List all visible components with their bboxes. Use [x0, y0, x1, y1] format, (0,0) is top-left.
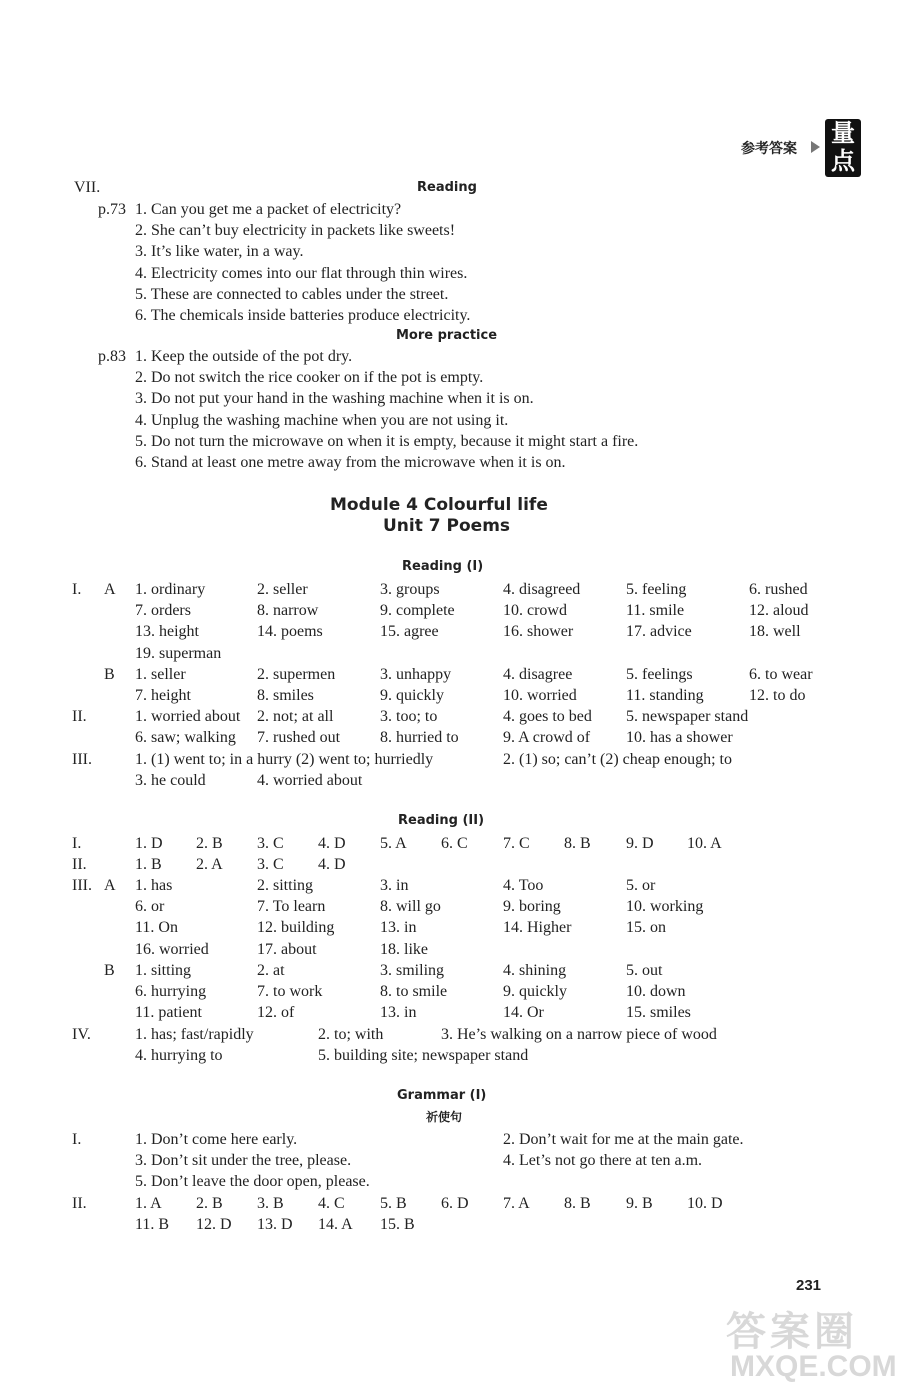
answer-line: 6. Stand at least one metre away from the microwave when it is on.: [135, 454, 566, 471]
answer-item: 10. crowd: [503, 602, 567, 620]
page-ref: p.73: [98, 201, 126, 218]
answer-item: 14. poems: [257, 623, 323, 641]
answer-item: 6. to wear: [749, 666, 813, 683]
answer-item: 4. goes to bed: [503, 708, 592, 725]
answer-item: 5. A: [380, 835, 407, 852]
roman-label: I.: [72, 1131, 82, 1148]
section-heading: Grammar (I): [397, 1088, 487, 1103]
part-label: A: [104, 877, 116, 894]
answer-item: 7. orders: [135, 602, 191, 620]
answer-item: 2. seller: [257, 581, 308, 598]
answer-item: 3. smiling: [380, 962, 445, 979]
answer-item: 7. to work: [257, 983, 323, 1001]
roman-label: III.: [72, 751, 92, 768]
answer-item: 12. building: [257, 919, 335, 937]
answer-item: 1. ordinary: [135, 581, 206, 598]
answer-item: 6. D: [441, 1195, 469, 1212]
answer-item: 15. on: [626, 919, 666, 937]
answer-item: 9. quickly: [380, 687, 444, 705]
answer-item: 16. worried: [135, 940, 209, 958]
answer-item: 11. standing: [626, 687, 704, 705]
answer-item: 3. B: [257, 1195, 284, 1212]
answer-item: 3. too; to: [380, 708, 438, 725]
answer-item: 4. disagreed: [503, 581, 581, 598]
answer-item: 1. seller: [135, 666, 186, 683]
answer-line: 1. Keep the outside of the pot dry.: [135, 348, 353, 365]
answer-item: 13. height: [135, 623, 199, 641]
answer-item: 17. advice: [626, 623, 692, 641]
answer-line: 3. Do not put your hand in the washing machine when it is on.: [135, 390, 534, 408]
answer-item: 4. C: [318, 1195, 345, 1212]
answer-item: 3. Don’t sit under the tree, please.: [135, 1152, 352, 1170]
answer-line: 5. Do not turn the microwave on when it is empty, because it might start a fire.: [135, 432, 639, 450]
section-label: VII.: [74, 179, 101, 196]
answer-item: 4. disagree: [503, 666, 573, 683]
answer-item: 4. hurrying to: [135, 1047, 223, 1064]
answer-item: 7. A: [503, 1195, 530, 1212]
answer-item: 18. well: [749, 623, 801, 641]
answer-item: 3. unhappy: [380, 666, 452, 683]
answer-item: 18. like: [380, 940, 428, 958]
answer-line: 4. Electricity comes into our flat through thin wires.: [135, 264, 468, 282]
answer-item: 9. quickly: [503, 983, 567, 1001]
answer-item: 10. D: [687, 1195, 723, 1212]
answer-item: 6. rushed: [749, 581, 808, 598]
watermark-line1: 答案圈: [726, 1309, 858, 1355]
answer-item: 4. shining: [503, 962, 567, 979]
answer-item: 2. B: [196, 1195, 223, 1212]
answer-item: 4. Let’s not go there at ten a.m.: [503, 1152, 703, 1170]
answer-item: 7. height: [135, 687, 191, 705]
answer-item: 19. superman: [135, 644, 222, 662]
answer-item: 4. Too: [503, 877, 544, 894]
answer-item: 11. On: [135, 919, 178, 937]
part-label: B: [104, 962, 115, 979]
answer-item: 5. feeling: [626, 581, 687, 598]
part-label: B: [104, 666, 115, 683]
answer-item: 5. or: [626, 877, 656, 894]
page-number: 231: [796, 1277, 822, 1294]
answer-item: 14. Higher: [503, 919, 572, 937]
answer-item: 5. Don’t leave the door open, please.: [135, 1173, 370, 1191]
answer-item: 8. smiles: [257, 687, 314, 705]
module-title: Module 4 Colourful life: [330, 495, 548, 515]
answer-item: 7. C: [503, 835, 530, 852]
answer-item: 1. has: [135, 877, 173, 894]
answer-item: 7. rushed out: [257, 729, 341, 747]
answer-item: 11. B: [135, 1216, 170, 1234]
answer-item: 3. C: [257, 835, 284, 852]
answer-item: 3. He’s walking on a narrow piece of wood: [441, 1026, 717, 1043]
answer-item: 13. in: [380, 919, 417, 937]
answer-item: 8. B: [564, 835, 591, 852]
answer-item: 8. B: [564, 1195, 591, 1212]
answer-item: 3. he could: [135, 772, 206, 789]
answer-item: 1. B: [135, 856, 162, 873]
part-label: A: [104, 581, 116, 598]
answer-item: 2. not; at all: [257, 708, 334, 725]
answer-item: 17. about: [257, 940, 317, 958]
answer-item: 11. smile: [626, 602, 685, 620]
answer-item: 10. working: [626, 898, 704, 916]
answer-item: 1. Don’t come here early.: [135, 1131, 298, 1148]
answer-item: 9. D: [626, 835, 654, 852]
answer-item: 6. hurrying: [135, 983, 207, 1001]
answer-item: 12. aloud: [749, 602, 809, 620]
answer-item: 1. sitting: [135, 962, 192, 979]
answer-item: 12. D: [196, 1216, 232, 1234]
answer-item: 15. agree: [380, 623, 439, 641]
answer-item: 6. C: [441, 835, 468, 852]
answer-item: 2. to; with: [318, 1026, 384, 1043]
section-heading: Reading: [417, 180, 477, 195]
answer-item: 9. complete: [380, 602, 455, 620]
answer-item: 2. Don’t wait for me at the main gate.: [503, 1131, 744, 1148]
section-heading: Reading (I): [402, 559, 484, 574]
roman-label: I.: [72, 581, 82, 598]
answer-item: 13. D: [257, 1216, 293, 1234]
roman-label: II.: [72, 1195, 87, 1212]
answer-item: 1. has; fast/rapidly: [135, 1026, 254, 1043]
answer-item: 8. hurried to: [380, 729, 459, 747]
answer-item: 1. D: [135, 835, 163, 852]
answer-item: 5. B: [380, 1195, 407, 1212]
answer-line: 2. She can’t buy electricity in packets like sweets!: [135, 222, 456, 240]
roman-label: I.: [72, 835, 82, 852]
section-heading: More practice: [396, 328, 498, 343]
answer-item: 7. To learn: [257, 898, 326, 916]
answer-item: 12. of: [257, 1004, 295, 1022]
answer-item: 3. C: [257, 856, 284, 873]
page-ref: p.83: [98, 348, 126, 365]
answer-item: 2. at: [257, 962, 285, 979]
answer-line: 2. Do not switch the rice cooker on if the pot is empty.: [135, 369, 484, 387]
answer-item: 5. newspaper stand: [626, 708, 749, 725]
answer-line: 5. These are connected to cables under the street.: [135, 285, 449, 303]
answer-line: 3. It’s like water, in a way.: [135, 243, 304, 261]
answer-line: 6. The chemicals inside batteries produce electricity.: [135, 307, 471, 324]
answer-item: 10. down: [626, 983, 686, 1001]
roman-label: IV.: [72, 1026, 91, 1043]
logo: [825, 119, 861, 177]
answer-item: 4. D: [318, 835, 346, 852]
answer-item: 1. (1) went to; in a hurry (2) went to; hurriedly: [135, 751, 434, 768]
answer-item: 5. feelings: [626, 666, 693, 683]
answer-item: 2. (1) so; can’t (2) cheap enough; to: [503, 751, 732, 768]
answer-item: 2. A: [196, 856, 223, 873]
answer-line: 1. Can you get me a packet of electricity?: [135, 201, 402, 218]
answer-item: 13. in: [380, 1004, 417, 1022]
answer-line: 4. Unplug the washing machine when you are not using it.: [135, 411, 509, 429]
roman-label: III.: [72, 877, 92, 894]
answer-item: 3. groups: [380, 581, 440, 598]
logo-top: 量: [831, 119, 855, 147]
answer-item: 14. Or: [503, 1004, 544, 1022]
answer-item: 9. boring: [503, 898, 561, 916]
answer-item: 2. sitting: [257, 877, 314, 894]
roman-label: II.: [72, 856, 87, 873]
answer-item: 15. B: [380, 1216, 415, 1234]
answer-item: 11. patient: [135, 1004, 202, 1022]
logo-bottom: 点: [831, 147, 855, 175]
answer-item: 8. narrow: [257, 602, 319, 620]
answer-item: 6. or: [135, 898, 165, 916]
answer-item: 8. will go: [380, 898, 441, 916]
answer-item: 8. to smile: [380, 983, 448, 1001]
answer-item: 6. saw; walking: [135, 729, 236, 747]
answer-item: 10. worried: [503, 687, 577, 705]
answer-item: 9. A crowd of: [503, 729, 591, 747]
answer-item: 10. has a shower: [626, 729, 733, 747]
answer-item: 3. in: [380, 877, 409, 894]
answer-item: 5. building site; newspaper stand: [318, 1047, 529, 1064]
answer-item: 16. shower: [503, 623, 574, 641]
answer-item: 5. out: [626, 962, 663, 979]
unit-title: Unit 7 Poems: [383, 516, 511, 536]
triangle-icon: [811, 141, 820, 153]
roman-label: II.: [72, 708, 87, 725]
section-heading: Reading (II): [398, 813, 485, 828]
answer-item: 1. worried about: [135, 708, 241, 725]
watermark-line2: MXQE.COM: [730, 1350, 897, 1383]
answer-item: 4. D: [318, 856, 346, 873]
answer-item: 2. supermen: [257, 666, 336, 683]
answer-item: 10. A: [687, 835, 722, 852]
answer-item: 2. B: [196, 835, 223, 852]
answer-item: 4. worried about: [257, 772, 363, 789]
answer-item: 15. smiles: [626, 1004, 691, 1022]
header-label: 参考答案: [741, 141, 797, 157]
answer-item: 12. to do: [749, 687, 806, 705]
answer-item: 9. B: [626, 1195, 653, 1212]
section-subheading: 祈使句: [426, 1110, 463, 1124]
answer-item: 1. A: [135, 1195, 162, 1212]
answer-item: 14. A: [318, 1216, 353, 1234]
